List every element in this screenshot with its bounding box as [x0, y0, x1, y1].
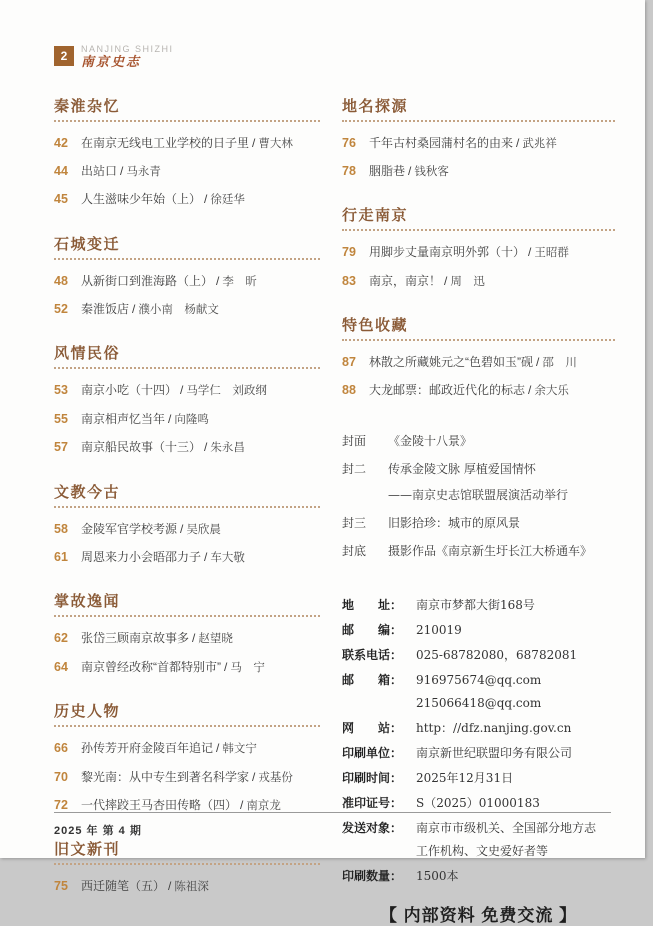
toc-item: [54, 438, 320, 456]
toc-item: [342, 134, 615, 152]
article-author: 韩文宁: [222, 741, 257, 756]
toc-item: [342, 353, 615, 371]
article-page-number: 79: [342, 245, 356, 260]
cover-row: [342, 460, 615, 504]
dotted-rule: [54, 367, 320, 369]
article-page-number: 55: [54, 411, 68, 426]
toc-section-tese: [342, 317, 615, 400]
toc-section-wenjiao: [54, 484, 320, 567]
article-text: [81, 740, 257, 757]
article-page-number: 70: [54, 769, 68, 784]
section-title: 秦淮杂忆: [54, 97, 121, 115]
slash-separator: /: [444, 273, 448, 288]
cover-row: [342, 432, 615, 450]
article-text: [369, 244, 569, 261]
slash-separator: /: [120, 163, 124, 178]
toc-section-lishirenwu: [54, 703, 320, 814]
cover-row: [342, 542, 615, 560]
toc-item: [342, 243, 615, 261]
article-text: [81, 411, 209, 428]
article-text: [81, 273, 257, 290]
cover-line: 传承金陵文脉 厚植爱国情怀: [388, 461, 536, 476]
article-text: [81, 301, 219, 318]
article-title: 张岱三顾南京故事多: [81, 631, 190, 646]
article-page-number: 42: [54, 135, 68, 150]
toc-item: [54, 768, 320, 786]
toc-item: [54, 272, 320, 290]
slash-separator: /: [528, 383, 532, 398]
imprint-label: 邮 编：: [342, 622, 403, 637]
toc-item: [54, 658, 320, 676]
imprint-label: 联系电话：: [342, 647, 403, 662]
toc-section-xingzou: [342, 207, 615, 290]
article-page-number: 61: [54, 550, 68, 565]
imprint-row: [342, 769, 615, 787]
slash-separator: /: [516, 135, 520, 150]
article-title: 南京曾经改称“首都特别市”: [81, 659, 221, 674]
article-title: 千年古村桑园蒲村名的由来: [369, 135, 514, 150]
page-footer: [54, 812, 611, 838]
masthead-chinese: 南京史志: [81, 55, 142, 71]
article-author: 吴欣晨: [186, 521, 221, 536]
article-title: 从新街口到淮海路（上）: [81, 273, 214, 288]
imprint-value: [416, 621, 462, 639]
toc-item: [54, 739, 320, 757]
dotted-rule: [54, 506, 320, 508]
article-page-number: 75: [54, 879, 68, 894]
article-text: [369, 382, 569, 399]
slash-separator: /: [168, 879, 172, 894]
article-author: 朱永昌: [210, 440, 245, 455]
article-author: 余大乐: [534, 383, 569, 398]
cover-label: 封三: [342, 515, 367, 530]
imprint-label: 印刷数量：: [342, 868, 403, 883]
imprint-row: [342, 719, 615, 737]
article-title: 胭脂巷: [369, 163, 406, 178]
article-title: 南京，南京！: [369, 273, 442, 288]
imprint-label: 网 站：: [342, 720, 403, 735]
section-title: 特色收藏: [342, 317, 409, 335]
dotted-rule: [342, 339, 615, 341]
article-author: 马学仁 刘政纲: [186, 383, 267, 398]
section-title: 旧文新刊: [54, 841, 121, 859]
article-title: 西迁随笔（五）: [81, 879, 166, 894]
imprint-line: 南京市市级机关、全国部分地方志: [416, 820, 597, 835]
slash-separator: /: [180, 521, 184, 536]
toc-column-left: [54, 98, 320, 926]
article-title: 出站口: [81, 163, 118, 178]
imprint-label: 地 址：: [342, 597, 403, 612]
cover-value: [388, 432, 472, 450]
toc-item: [342, 272, 615, 290]
imprint-line: 南京市梦都大街168号: [416, 597, 535, 612]
article-author: 武兆祥: [522, 135, 557, 150]
imprint-label: 印刷单位：: [342, 745, 403, 760]
slash-separator: /: [204, 192, 208, 207]
imprint-row: [342, 794, 615, 812]
cover-label: 封底: [342, 543, 367, 558]
article-page-number: 53: [54, 383, 68, 398]
imprint-value: [416, 719, 571, 737]
slash-separator: /: [168, 411, 172, 426]
article-page-number: 45: [54, 192, 68, 207]
article-text: [81, 878, 209, 895]
slash-separator: /: [528, 245, 532, 260]
slash-separator: /: [132, 302, 136, 317]
article-title: 一代摔跤王马杏田传略（四）: [81, 797, 238, 812]
article-page-number: 88: [342, 383, 356, 398]
article-title: 金陵军官学校考源: [81, 521, 178, 536]
article-page-number: 66: [54, 741, 68, 756]
slash-separator: /: [192, 631, 196, 646]
cover-line: 旧影拾珍：城市的原风景: [388, 515, 521, 530]
toc-item: [54, 134, 320, 152]
article-page-number: 83: [342, 273, 356, 288]
toc-section-diming: [342, 98, 615, 181]
article-page-number: 44: [54, 163, 68, 178]
toc-item: [54, 190, 320, 208]
section-title: 文教今古: [54, 483, 121, 501]
article-text: [81, 163, 161, 180]
imprint-block: [342, 596, 615, 885]
article-author: 赵望晓: [198, 631, 233, 646]
imprint-row: [342, 621, 615, 639]
imprint-label: 发送对象：: [342, 820, 403, 835]
article-text: [81, 191, 245, 208]
toc-item: [54, 877, 320, 895]
article-author: 钱秋客: [414, 163, 449, 178]
article-text: [369, 135, 557, 152]
imprint-line: 025-68782080，68782081: [416, 647, 578, 662]
toc-item: [54, 548, 320, 566]
dotted-rule: [342, 120, 615, 122]
imprint-line: 2025年12月31日: [416, 770, 514, 785]
imprint-value: [416, 646, 577, 664]
issue-info: 2025 年 第 4 期: [54, 825, 142, 837]
article-title: 人生滋味少年始（上）: [81, 192, 202, 207]
imprint-label: 邮 箱：: [342, 672, 403, 687]
cover-label: 封二: [342, 461, 367, 476]
article-title: 黎光南：从中专生到著名科学家: [81, 769, 250, 784]
slash-separator: /: [252, 135, 256, 150]
article-page-number: 58: [54, 521, 68, 536]
cover-row: [342, 514, 615, 532]
imprint-line: 工作机构、文史爱好者等: [416, 843, 549, 858]
slash-separator: /: [536, 355, 540, 370]
toc-section-fengqing: [54, 345, 320, 456]
section-title: 掌故逸闻: [54, 593, 121, 611]
imprint-line: 南京新世纪联盟印务有限公司: [416, 745, 573, 760]
cover-line: 《金陵十八景》: [388, 433, 473, 448]
article-text: [369, 273, 485, 290]
imprint-value: [416, 867, 459, 885]
imprint-line: 916975674@qq.com: [416, 672, 542, 687]
article-page-number: 76: [342, 135, 356, 150]
article-author: 车大敬: [210, 550, 245, 565]
article-author: 徐廷华: [210, 192, 245, 207]
imprint-value: [416, 794, 540, 812]
article-text: [81, 439, 245, 456]
imprint-line: 210019: [416, 622, 462, 637]
toc-item: [54, 381, 320, 399]
article-author: 马 宁: [230, 659, 265, 674]
dotted-rule: [54, 863, 320, 865]
imprint-row: [342, 867, 615, 885]
slash-separator: /: [240, 797, 244, 812]
article-title: 南京相声忆当年: [81, 411, 166, 426]
slash-separator: /: [252, 769, 256, 784]
article-author: 马永青: [126, 163, 161, 178]
article-author: 向隆鸣: [174, 411, 209, 426]
cover-value: [388, 460, 568, 504]
section-title: 石城变迁: [54, 235, 121, 253]
article-text: [81, 630, 233, 647]
slash-separator: /: [216, 273, 220, 288]
toc-item: [54, 629, 320, 647]
article-author: 邵 川: [542, 355, 577, 370]
article-title: 南京船民故事（十三）: [81, 440, 202, 455]
article-author: 戎基份: [258, 769, 293, 784]
imprint-line: http：//dfz.nanjing.gov.cn: [416, 720, 572, 735]
toc-section-jiuwen: [54, 841, 320, 895]
imprint-value: [416, 769, 513, 787]
imprint-row: [342, 671, 615, 712]
article-text: [81, 521, 221, 538]
cover-line: ——南京史志馆联盟展演活动举行: [388, 487, 569, 502]
article-page-number: 52: [54, 302, 68, 317]
article-page-number: 72: [54, 797, 68, 812]
imprint-label: 印刷时间：: [342, 770, 403, 785]
article-text: [81, 769, 293, 786]
section-title: 风情民俗: [54, 345, 121, 363]
slash-separator: /: [224, 659, 228, 674]
page-number-badge: 2: [54, 46, 74, 66]
imprint-row: [342, 744, 615, 762]
cover-value: [388, 542, 592, 560]
imprint-value: [416, 744, 572, 762]
article-page-number: 62: [54, 631, 68, 646]
toc-section-zhanggu: [54, 593, 320, 676]
toc-item: [54, 162, 320, 180]
dotted-rule: [54, 120, 320, 122]
toc-columns: [54, 98, 615, 926]
dotted-rule: [54, 615, 320, 617]
article-author: 陈祖深: [174, 879, 209, 894]
cover-value: [388, 514, 520, 532]
toc-section-qinhuai: [54, 98, 320, 209]
toc-item: [54, 520, 320, 538]
article-title: 大龙邮票：邮政近代化的标志: [369, 383, 526, 398]
section-title: 历史人物: [54, 703, 121, 721]
article-page-number: 64: [54, 659, 68, 674]
section-title: 地名探源: [342, 97, 409, 115]
imprint-row: [342, 596, 615, 614]
dotted-rule: [54, 725, 320, 727]
toc-column-right: [342, 98, 615, 926]
article-author: 李 昕: [222, 273, 257, 288]
article-text: [369, 354, 577, 371]
toc-item: [54, 410, 320, 428]
internal-material-notice: 【 内部资料 免费交流 】: [379, 905, 578, 925]
cover-label: 封面: [342, 433, 367, 448]
toc-section-shicheng: [54, 236, 320, 319]
masthead: [54, 44, 615, 72]
covers-block: [342, 432, 615, 560]
article-page-number: 57: [54, 440, 68, 455]
article-title: 在南京无线电工业学校的日子里: [81, 135, 250, 150]
imprint-value: [416, 596, 535, 614]
article-text: [369, 163, 449, 180]
slash-separator: /: [204, 550, 208, 565]
masthead-text: [81, 44, 174, 72]
dotted-rule: [54, 258, 320, 260]
slash-separator: /: [180, 383, 184, 398]
slash-separator: /: [216, 741, 220, 756]
article-text: [81, 382, 267, 399]
imprint-row: [342, 646, 615, 664]
article-title: 周恩来力小会晤邵力子: [81, 550, 202, 565]
imprint-label: 准印证号：: [342, 795, 403, 810]
article-page-number: 78: [342, 163, 356, 178]
article-title: 南京小吃（十四）: [81, 383, 178, 398]
article-text: [81, 135, 293, 152]
masthead-english: NANJING SHIZHI: [81, 44, 174, 54]
article-author: 曹大林: [258, 135, 293, 150]
slash-separator: /: [204, 440, 208, 455]
toc-item: [54, 300, 320, 318]
imprint-line: 215066418@qq.com: [416, 695, 542, 710]
toc-item: [342, 381, 615, 399]
article-author: 周 迅: [450, 273, 485, 288]
imprint-value: [416, 671, 541, 712]
article-author: 濮小南 杨献文: [138, 302, 219, 317]
article-title: 用脚步丈量南京明外郭（十）: [369, 245, 526, 260]
section-title: 行走南京: [342, 207, 409, 225]
article-page-number: 87: [342, 355, 356, 370]
article-title: 孙传芳开府金陵百年追记: [81, 741, 214, 756]
article-text: [81, 549, 245, 566]
article-page-number: 48: [54, 273, 68, 288]
article-text: [81, 659, 265, 676]
article-title: 秦淮饭店: [81, 302, 130, 317]
cover-line: 摄影作品《南京新生圩长江大桥通车》: [388, 543, 593, 558]
article-author: 南京龙: [246, 797, 281, 812]
imprint-line: S（2025）01000183: [416, 795, 540, 810]
dotted-rule: [342, 229, 615, 231]
toc-item: [342, 162, 615, 180]
article-title: 林散之所藏姚元之“色碧如玉”砚: [369, 355, 533, 370]
slash-separator: /: [408, 163, 412, 178]
article-author: 王昭群: [534, 245, 569, 260]
imprint-line: 1500本: [416, 868, 459, 883]
